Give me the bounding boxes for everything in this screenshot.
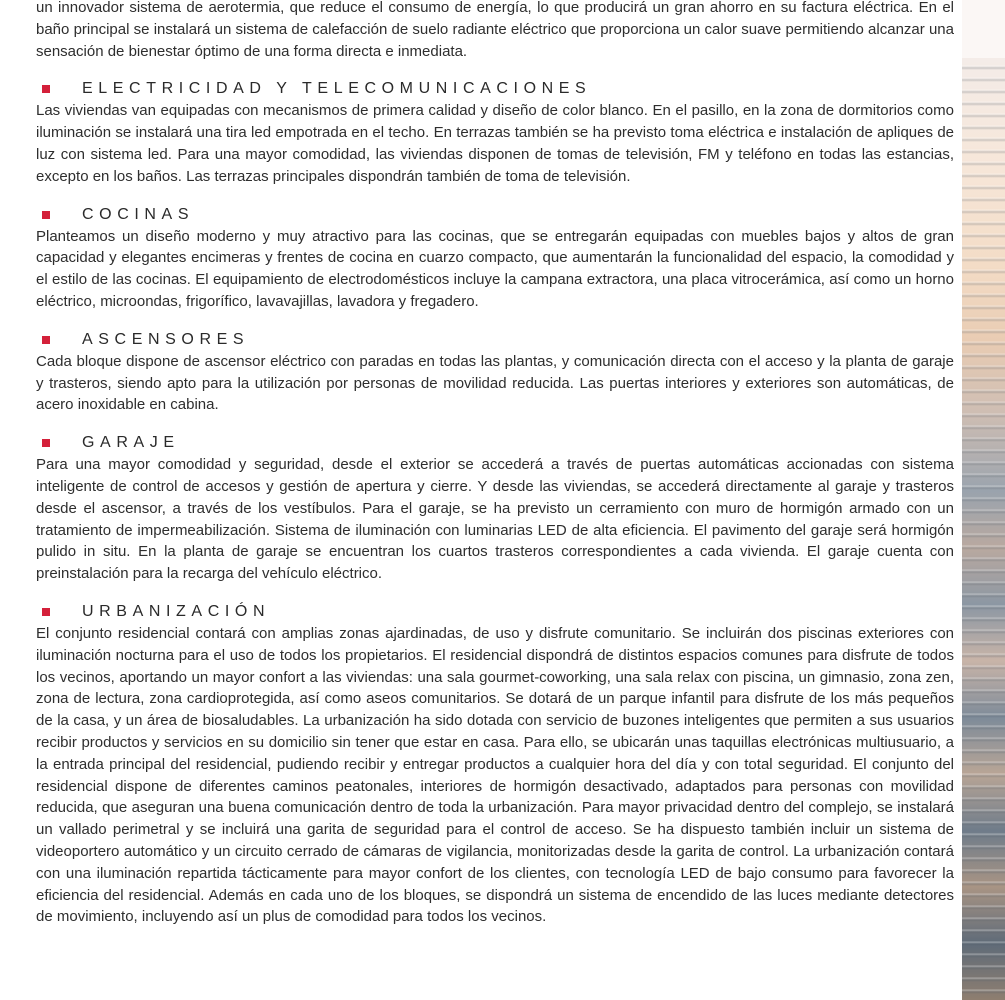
- bullet-square-icon: [42, 85, 50, 93]
- section-heading: [36, 432, 954, 454]
- bullet-square-icon: [42, 439, 50, 447]
- bullet-square-icon: [42, 336, 50, 344]
- section-ascensores: [36, 329, 954, 416]
- section-title: COCINAS: [82, 205, 195, 223]
- section-body: Cada bloque dispone de ascensor eléctrico con paradas en todas las plantas, y comunicación directa con el acceso y la planta de garaje y trasteros, siendo apto para la utilización por personas de movilidad reducida. Las puertas interiores y exteriores son automáticas, de acero inoxidable en cabina.: [36, 352, 954, 414]
- document-content: [36, 0, 954, 928]
- background-photo-strip: [962, 58, 1005, 1000]
- section-urbanizacion: [36, 601, 954, 928]
- intro-paragraph: un innovador sistema de aerotermia, que reduce el consumo de energía, lo que producirá un gran ahorro en su factura eléctrica. En el baño principal se instalará un sistema de calefacción de suelo radiante eléctrico que proporciona un calor suave permitiendo alcanzar una sensación de bienestar óptimo de una forma directa e inmediata.: [36, 0, 954, 60]
- section-heading: [36, 601, 954, 623]
- section-electricidad: [36, 78, 954, 187]
- bullet-square-icon: [42, 211, 50, 219]
- section-body: Las viviendas van equipadas con mecanismos de primera calidad y diseño de color blanco. En el pasillo, en la zona de dormitorios como iluminación se instalará una tira led empotrada en el techo. En terrazas también se ha previsto toma eléctrica e instalación de apliques de luz con sistema led. Para una mayor comodidad, las viviendas disponen de tomas de televisión, FM y teléfono en todas las estancias, excepto en los baños. Las terrazas principales dispondrán también de toma de televisión.: [36, 102, 954, 185]
- section-title: ASCENSORES: [82, 330, 250, 348]
- section-title: ELECTRICIDAD Y TELECOMUNICACIONES: [82, 80, 592, 98]
- section-title: GARAJE: [82, 434, 180, 452]
- page-edge: [962, 0, 1005, 58]
- section-garaje: [36, 432, 954, 585]
- section-heading: [36, 329, 954, 351]
- bullet-square-icon: [42, 608, 50, 616]
- section-body: El conjunto residencial contará con amplias zonas ajardinadas, de uso y disfrute comunitario. Se incluirán dos piscinas exteriores con iluminación nocturna para el uso de todos los propietarios. El residencial dispondrá de distintos espacios comunes para disfrute de todos los vecinos, aportando un mayor confort a las viviendas: una sala gourmet-coworking, una sala relax con piscina, un gimnasio, zona zen, zona de lectura, zona cardioprotegida, así como aseos comunitarios. Se dotará de un parque infantil para disfrute de los más pequeños de la casa, y un área de biosaludables. La urbanización ha sido dotada con servicio de buzones inteligentes que permiten a sus usuarios recibir productos y servicios en su domicilio sin tener que estar en casa. Para ello, se ubicarán unas taquillas electrónicas multiusuario, a la entrada principal del residencial, pudiendo recibir y entregar productos a cualquier hora del día y con total seguridad. El conjunto del residencial dispone de diferentes caminos peatonales, interiores de hormigón desactivado, adaptados para personas con movilidad reducida, que aseguran una buena comunicación dentro de toda la urbanización. Para mayor privacidad dentro del complejo, se instalará un vallado perimetral y se incluirá una garita de seguridad para el control de acceso. Se ha dispuesto también incluir un sistema de videoportero automático y un circuito cerrado de cámaras de vigilancia, monitorizadas desde la garita de control. La urbanización contará con una iluminación repartida tácticamente para mayor confort de los clientes, con tecnología LED de bajo consumo para favorecer la eficiencia del residencial. Además en cada uno de los bloques, se dispondrá un sistema de encendido de las luces mediante detectores de movimiento, incluyendo así un plus de comodidad para todos los vecinos.: [36, 624, 954, 926]
- section-body: Planteamos un diseño moderno y muy atractivo para las cocinas, que se entregarán equipadas con muebles bajos y altos de gran capacidad y elegantes encimeras y frentes de cocina en cuarzo compacto, que aumentarán la funcionalidad del espacio, la comodidad y el estilo de las cocinas. El equipamiento de electrodomésticos incluye la campana extractora, una placa vitrocerámica, así como un horno eléctrico, microondas, frigorífico, lavavajillas, lavadora y fregadero.: [36, 227, 954, 310]
- section-body: Para una mayor comodidad y seguridad, desde el exterior se accederá a través de puertas automáticas accionadas con sistema inteligente de control de accesos y gestión de apertura y cierre. Y desde las viviendas, se accederá directamente al garaje y trasteros desde el ascensor, a través de los vestíbulos. Para el garaje, se ha previsto un cerramiento con muro de hormigón armado con un tratamiento de impermeabilización. Sistema de iluminación con luminarias LED de alta eficiencia. El pavimento del garaje será hormigón pulido in situ. En la planta de garaje se encuentran los cuartos trasteros correspondientes a cada vivienda. El garaje cuenta con preinstalación para la recarga del vehículo eléctrico.: [36, 456, 954, 583]
- section-heading: [36, 204, 954, 226]
- section-heading: [36, 78, 954, 100]
- section-title: URBANIZACIÓN: [82, 602, 271, 620]
- section-cocinas: [36, 204, 954, 313]
